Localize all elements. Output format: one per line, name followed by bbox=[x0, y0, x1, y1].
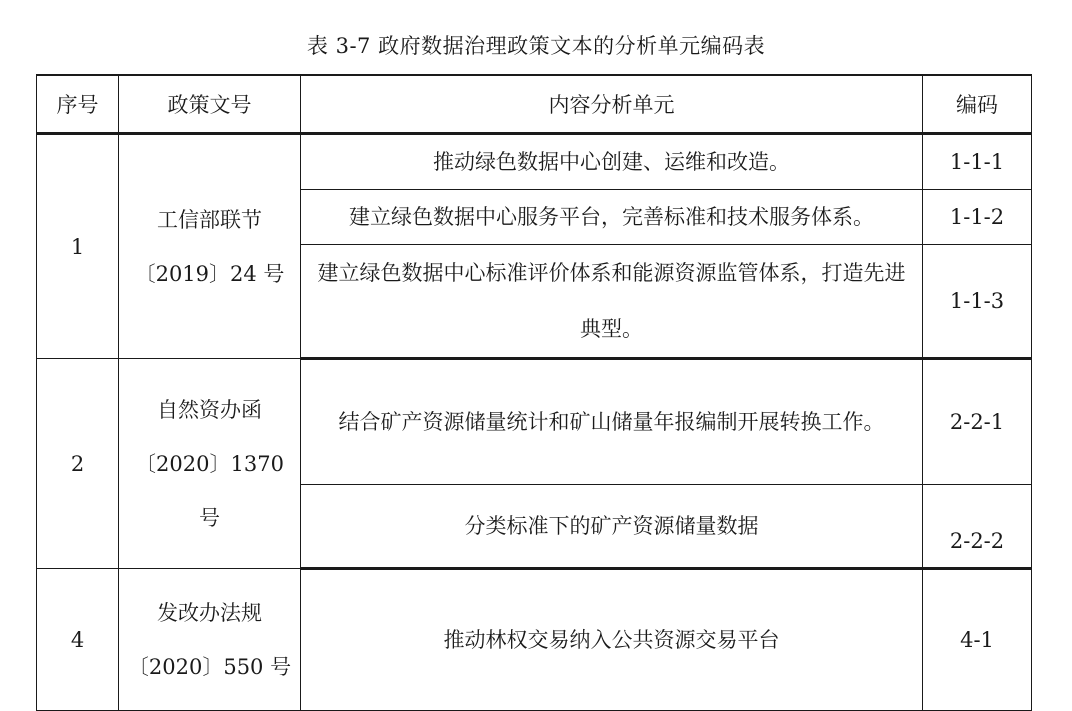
policy-doc-number bbox=[119, 569, 301, 711]
policy-doc-number bbox=[119, 359, 301, 569]
row-number: 1 bbox=[37, 134, 119, 359]
analysis-unit: 推动绿色数据中心创建、运维和改造。 bbox=[301, 134, 923, 190]
table-row bbox=[37, 569, 1032, 711]
coding-table bbox=[36, 74, 1032, 711]
row-number: 2 bbox=[37, 359, 119, 569]
analysis-unit: 分类标准下的矿产资源储量数据 bbox=[301, 485, 923, 569]
policy-doc-line: 发改办法规 bbox=[157, 600, 262, 625]
policy-doc-line: 〔2020〕1370 bbox=[135, 451, 284, 476]
header-code: 编码 bbox=[923, 75, 1032, 134]
row-number: 4 bbox=[37, 569, 119, 711]
policy-doc-line: 自然资办函 bbox=[157, 397, 262, 422]
unit-code: 1-1-1 bbox=[923, 134, 1032, 190]
table-row bbox=[37, 134, 1032, 190]
unit-code: 2-2-1 bbox=[923, 359, 1032, 485]
unit-code: 1-1-3 bbox=[923, 245, 1032, 359]
unit-code: 4-1 bbox=[923, 569, 1032, 711]
table-row bbox=[37, 359, 1032, 485]
unit-code: 1-1-2 bbox=[923, 190, 1032, 245]
policy-doc-line: 号 bbox=[199, 505, 220, 530]
header-doc: 政策文号 bbox=[119, 75, 301, 134]
policy-doc-line: 工信部联节 bbox=[157, 207, 262, 232]
analysis-unit: 建立绿色数据中心服务平台，完善标准和技术服务体系。 bbox=[301, 190, 923, 245]
analysis-unit: 建立绿色数据中心标准评价体系和能源资源监管体系，打造先进典型。 bbox=[301, 245, 923, 359]
header-row bbox=[37, 75, 1032, 134]
policy-doc-number bbox=[119, 134, 301, 359]
policy-doc-line: 〔2020〕550 号 bbox=[127, 654, 292, 679]
table-caption: 表 3-7 政府数据治理政策文本的分析单元编码表 bbox=[306, 34, 766, 58]
header-unit: 内容分析单元 bbox=[301, 75, 923, 134]
policy-doc-line: 〔2019〕24 号 bbox=[134, 261, 285, 286]
unit-code: 2-2-2 bbox=[923, 485, 1032, 569]
analysis-unit: 推动林权交易纳入公共资源交易平台 bbox=[301, 569, 923, 711]
analysis-unit: 结合矿产资源储量统计和矿山储量年报编制开展转换工作。 bbox=[301, 359, 923, 485]
header-no: 序号 bbox=[37, 75, 119, 134]
